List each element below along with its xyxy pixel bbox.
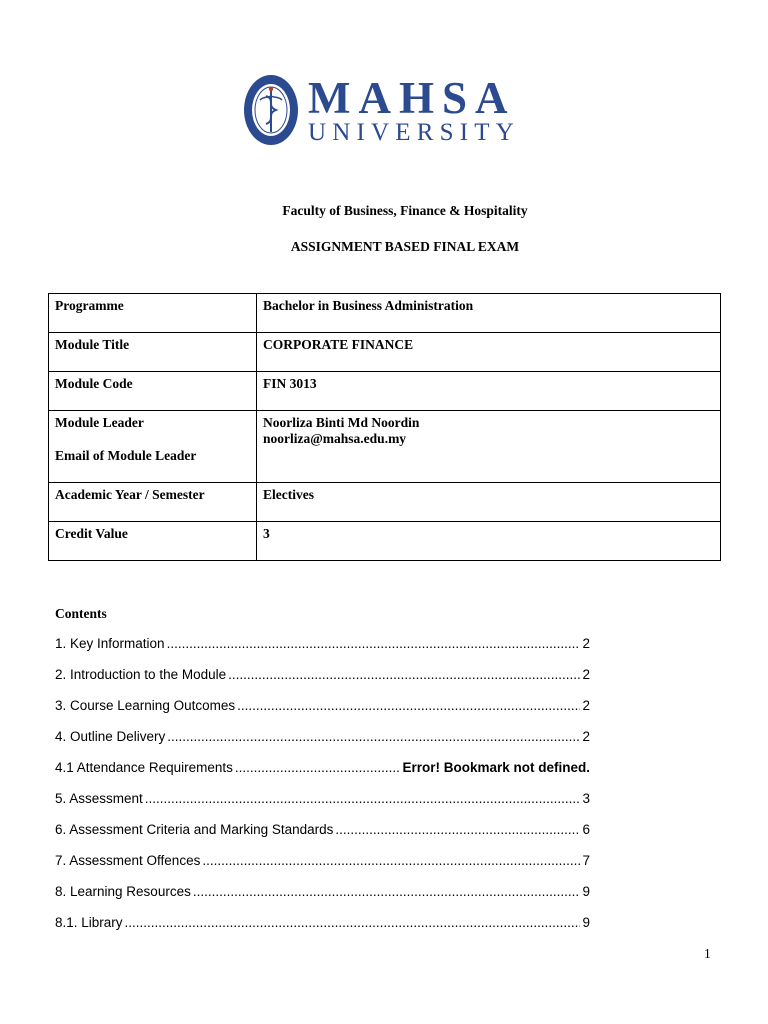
mahsa-university-logo — [242, 70, 534, 150]
toc-item[interactable] — [55, 822, 590, 853]
toc-leader-dots — [202, 853, 580, 868]
toc-leader-dots — [125, 915, 581, 930]
toc-item-page: 9 — [582, 884, 590, 899]
toc-item-page: 2 — [582, 636, 590, 651]
toc-leader-dots — [193, 884, 581, 899]
university-seal-icon — [242, 72, 300, 148]
academic-year-label: Academic Year / Semester — [49, 483, 257, 522]
toc-item-text: 7. Assessment Offences — [55, 853, 201, 868]
table-row — [49, 294, 721, 333]
toc-item[interactable] — [55, 636, 590, 667]
table-row — [49, 333, 721, 372]
module-leader-email: noorliza@mahsa.edu.my — [263, 431, 407, 446]
toc-item-page: 2 — [582, 698, 590, 713]
toc-item-text: 6. Assessment Criteria and Marking Standards — [55, 822, 334, 837]
contents-heading: Contents — [55, 606, 107, 621]
table-row — [49, 372, 721, 411]
module-leader-cell — [49, 411, 257, 483]
toc-item-text: 1. Key Information — [55, 636, 165, 651]
toc-item-page: 7 — [582, 853, 590, 868]
toc-leader-dots — [167, 636, 581, 651]
toc-item[interactable] — [55, 729, 590, 760]
toc-item-text: 8.1. Library — [55, 915, 123, 930]
toc-item[interactable] — [55, 884, 590, 915]
table-row — [49, 411, 721, 483]
toc-item[interactable] — [55, 853, 590, 884]
module-code-label: Module Code — [49, 372, 257, 411]
toc-item[interactable] — [55, 760, 590, 791]
credit-value-value: 3 — [257, 522, 721, 561]
toc-leader-dots — [335, 822, 580, 837]
toc-item-text: 3. Course Learning Outcomes — [55, 698, 236, 713]
toc-item-page: 2 — [582, 729, 590, 744]
toc-item-page: 6 — [582, 822, 590, 837]
toc-item[interactable] — [55, 791, 590, 822]
toc-item-text: 8. Learning Resources — [55, 884, 191, 899]
toc-leader-dots — [145, 791, 581, 806]
module-info-table — [48, 293, 721, 561]
toc-item[interactable] — [55, 667, 590, 698]
table-of-contents — [55, 636, 590, 946]
email-leader-label: Email of Module Leader — [55, 448, 197, 463]
toc-item-page: 2 — [582, 667, 590, 682]
table-row — [49, 483, 721, 522]
toc-item-text: 2. Introduction to the Module — [55, 667, 227, 682]
module-title-label: Module Title — [49, 333, 257, 372]
page-number: 1 — [704, 946, 711, 961]
module-title-value: CORPORATE FINANCE — [257, 333, 721, 372]
faculty-heading: Faculty of Business, Finance & Hospitality — [282, 203, 528, 218]
toc-item-text: 4.1 Attendance Requirements — [55, 760, 233, 775]
toc-leader-dots — [237, 698, 580, 713]
table-row — [49, 522, 721, 561]
toc-item-text: 4. Outline Delivery — [55, 729, 166, 744]
logo-subtitle: UNIVERSITY — [308, 119, 520, 146]
toc-item-page: 3 — [582, 791, 590, 806]
toc-leader-dots — [167, 729, 580, 744]
module-code-value: FIN 3013 — [257, 372, 721, 411]
toc-item[interactable] — [55, 698, 590, 729]
programme-value: Bachelor in Business Administration — [257, 294, 721, 333]
exam-title: ASSIGNMENT BASED FINAL EXAM — [290, 239, 520, 254]
module-leader-value-cell — [257, 411, 721, 483]
programme-label: Programme — [49, 294, 257, 333]
toc-item[interactable] — [55, 915, 590, 946]
toc-item-page: 9 — [582, 915, 590, 930]
toc-item-page-error: Error! Bookmark not defined. — [402, 760, 590, 775]
toc-item-text: 5. Assessment — [55, 791, 143, 806]
logo-wordmark: MAHSA — [308, 73, 516, 123]
module-leader-value: Noorliza Binti Md Noordin — [263, 415, 420, 430]
credit-value-label: Credit Value — [49, 522, 257, 561]
module-leader-label: Module Leader — [55, 415, 144, 430]
toc-leader-dots — [235, 760, 401, 775]
academic-year-value: Electives — [257, 483, 721, 522]
toc-leader-dots — [228, 667, 580, 682]
